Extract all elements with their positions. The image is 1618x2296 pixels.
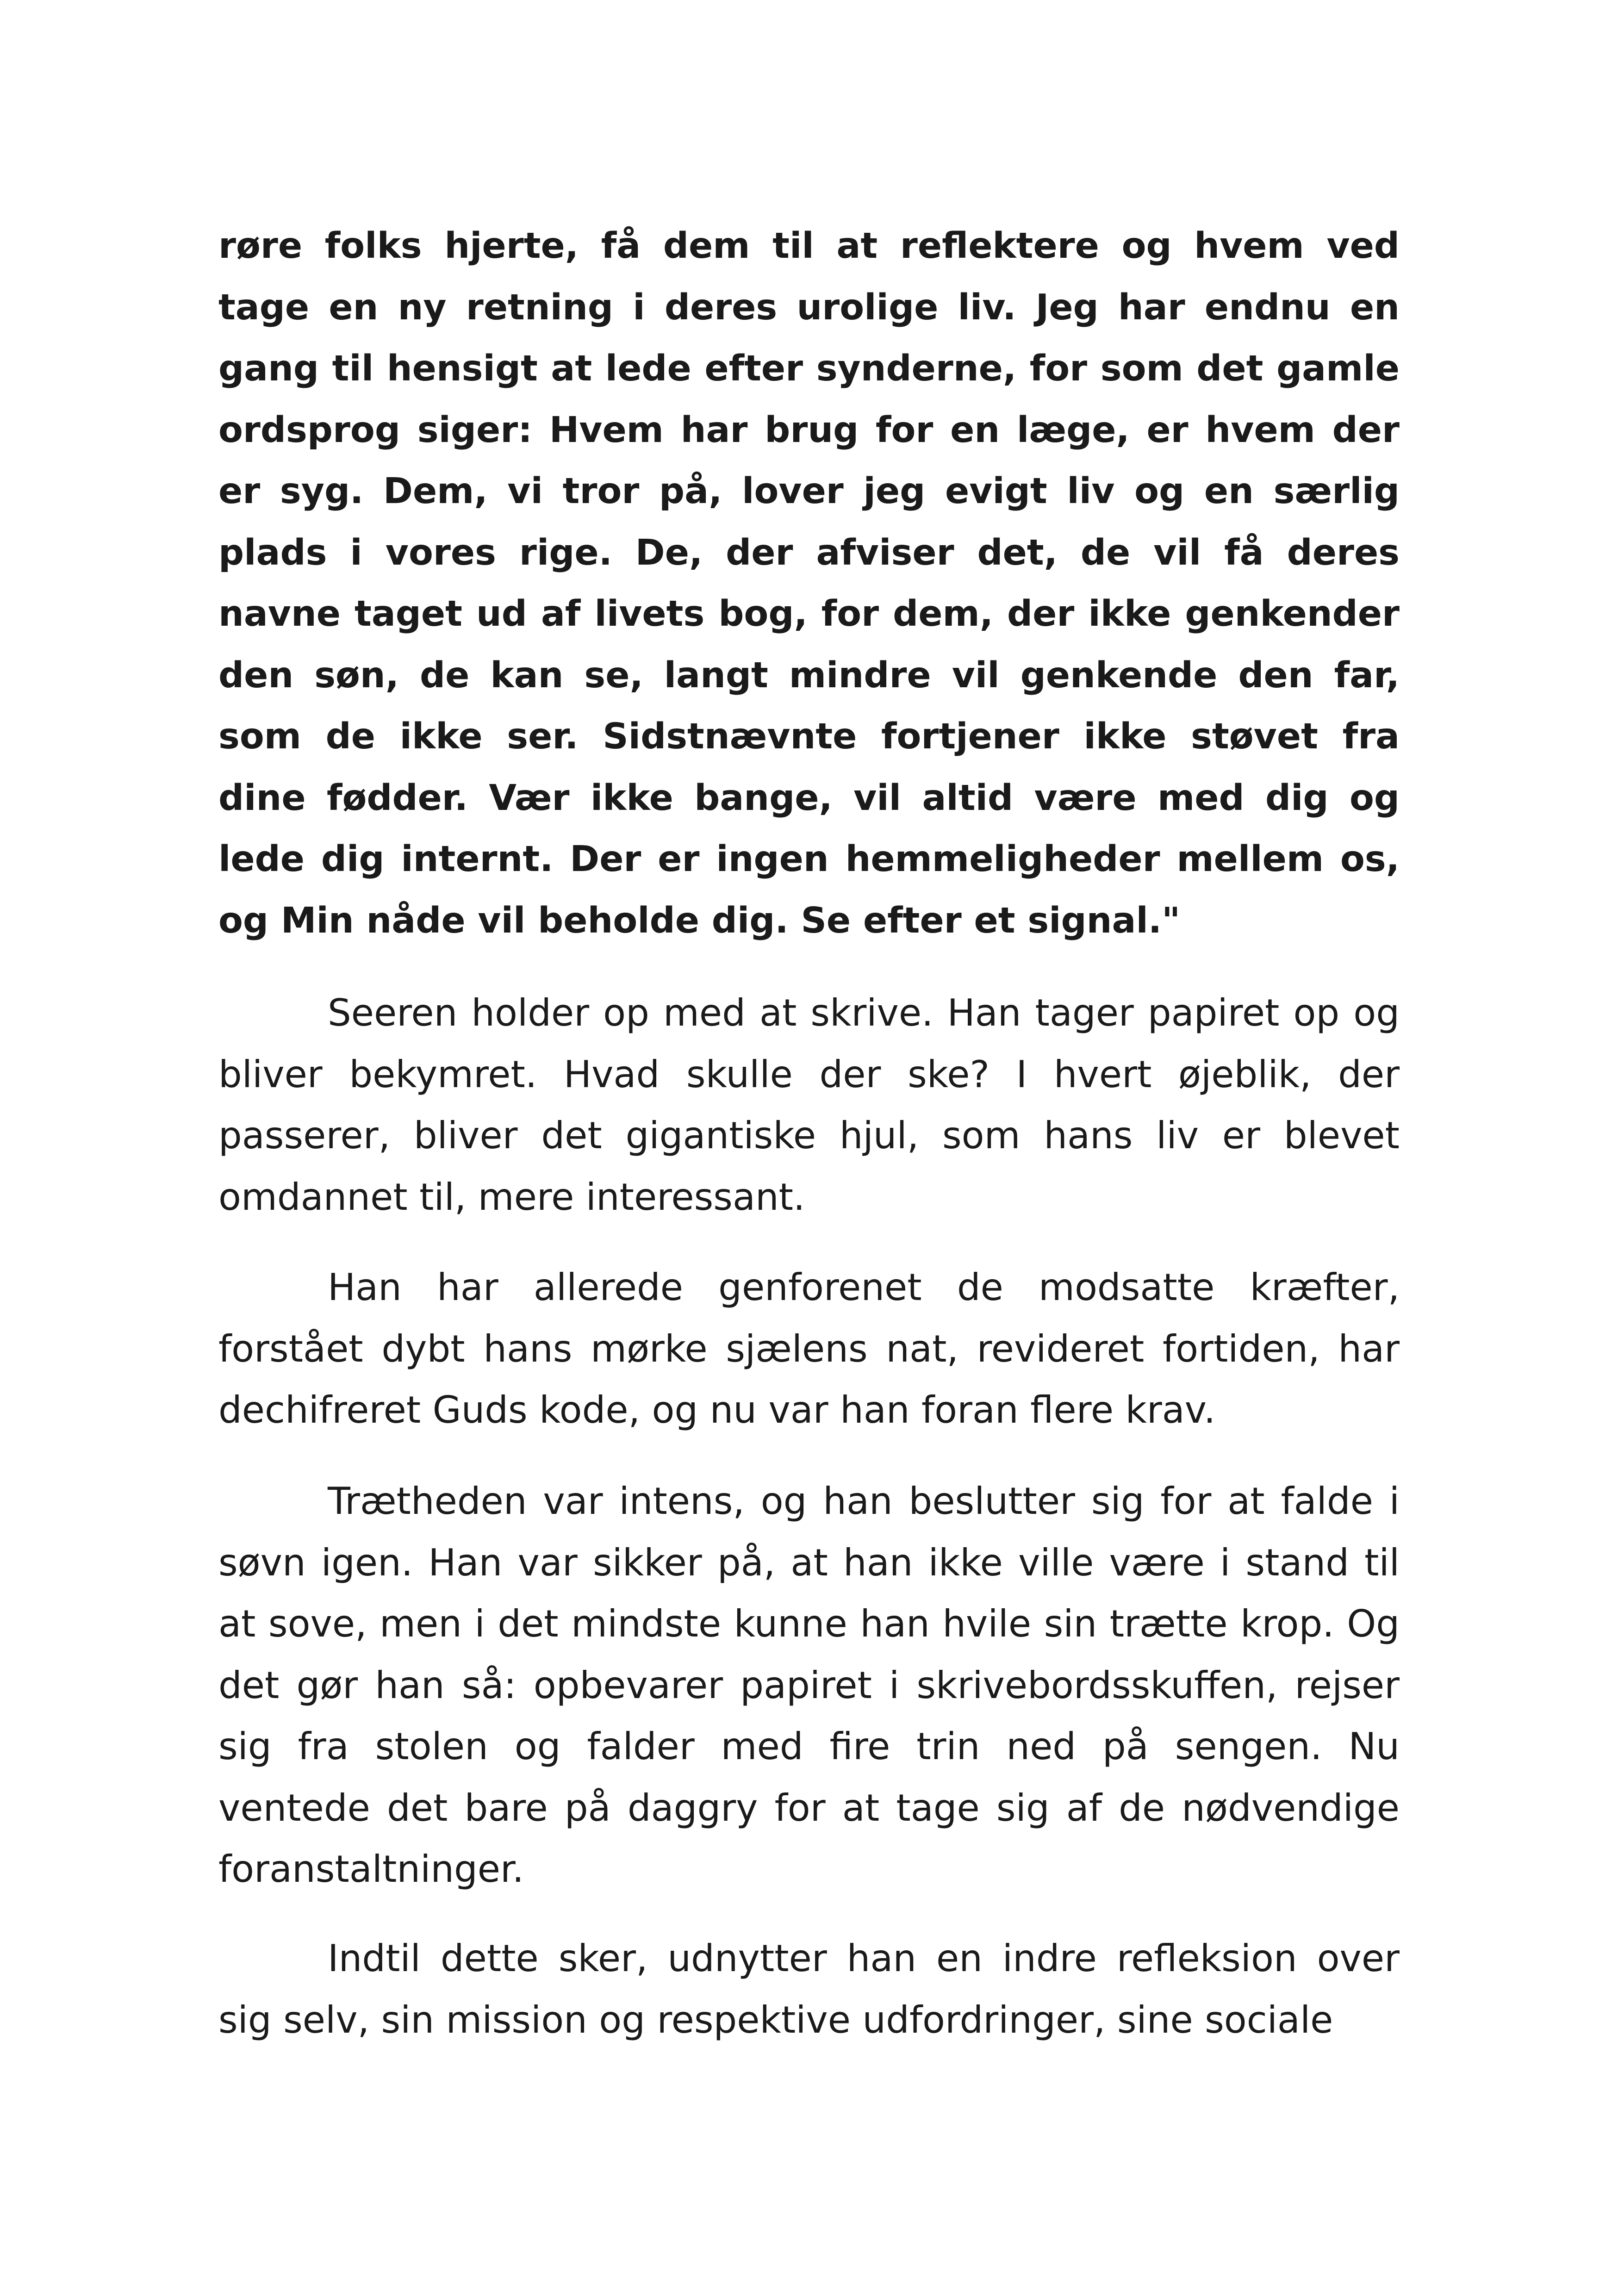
body-paragraph-3: Trætheden var intens, og han beslutter sig for at falde i søvn igen. Han var sikker på, at han ikke ville være i stand til at sove, men i det mindste kunne han hvile sin trætte krop. Og det gør han så: opbevarer papiret i skrivebordsskuffen, rejser sig fra stolen og falder med fire trin ned på sengen. Nu ventede det bare på daggry for at tage sig af de nødvendige foranstaltninger. <box>218 1480 1400 1891</box>
body-paragraph-2: Han har allerede genforenet de modsatte kræfter, forstået dybt hans mørke sjælens nat, revideret fortiden, har dechifreret Guds kode, og nu var han foran flere krav. <box>218 1266 1400 1431</box>
body-paragraph-1: Seeren holder op med at skrive. Han tager papiret op og bliver bekymret. Hvad skulle der ske? I hvert øjeblik, der passerer, bliver det gigantiske hjul, som hans liv er blevet omdannet til, mere interessant. <box>218 991 1400 1219</box>
body-paragraph-4: Indtil dette sker, udnytter han en indre refleksion over sig selv, sin mission og respektive udfordringer, sine sociale <box>218 1937 1400 2041</box>
bold-quoted-passage: røre folks hjerte, få dem til at reflektere og hvem ved tage en ny retning i deres urolige liv. Jeg har endnu en gang til hensigt at lede efter synderne, for som det gamle ordsprog siger: Hvem har brug for en læge, er hvem der er syg. Dem, vi tror på, lover jeg evigt liv og en særlig plads i vores rige. De, der afviser det, de vil få deres navne taget ud af livets bog, for dem, der ikke genkender den søn, de kan se, langt mindre vil genkende den far, som de ikke ser. Sidstnævnte fortjener ikke støvet fra dine fødder. Vær ikke bange, vil altid være med dig og lede dig internt. Der er ingen hemmeligheder mellem os, og Min nåde vil beholde dig. Se efter et signal." <box>218 225 1400 941</box>
